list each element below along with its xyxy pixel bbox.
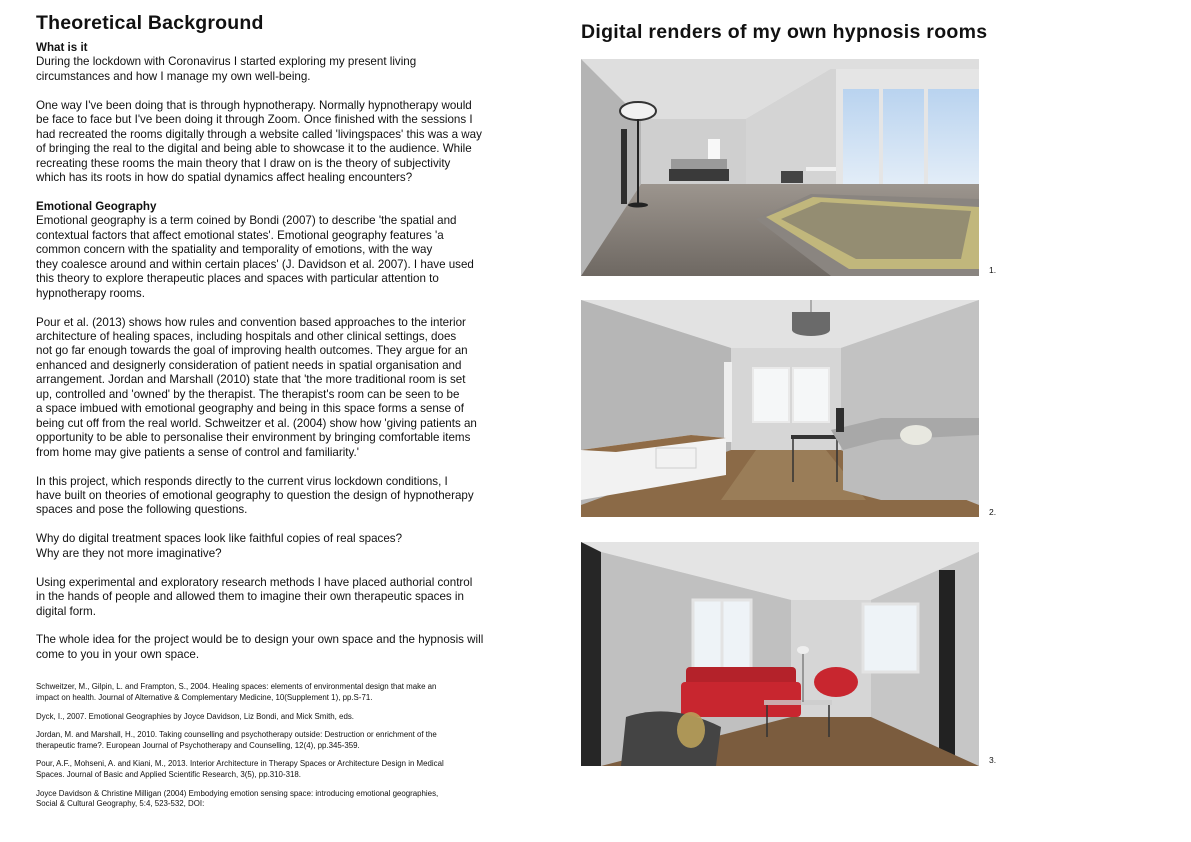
render-2-image: [581, 300, 979, 517]
reference-5: Joyce Davidson & Christine Milligan (2004) Embodying emotion sensing space: introducing emotional geographies, Social & Cultural Geography, 5:4, 523-532, DOI:: [36, 788, 439, 809]
emotional-geography-heading: Emotional Geography: [36, 199, 157, 213]
paragraph-1: During the lockdown with Coronavirus I started exploring my present living circumstances and how I manage my own well-being.: [36, 55, 417, 83]
renders-title: Digital renders of my own hypnosis rooms: [581, 21, 988, 43]
body-text: [36, 41, 526, 662]
reference-2: Dyck, I., 2007. Emotional Geographies by Joyce Davidson, Liz Bondi, and Mick Smith, eds.: [36, 711, 354, 721]
paragraph-8: The whole idea for the project would be to design your own space and the hypnosis will come to you in your own space.: [36, 633, 484, 661]
render-1-number: 1.: [989, 265, 997, 275]
render-2-illustration: [581, 300, 979, 517]
paragraph-3: Emotional geography is a term coined by Bondi (2007) to describe 'the spatial and contextual factors that affect emotional states'. Emotional geography features 'a common concern with the spatiality and temporality of emotions, with the way they coalesce around and within certain places' (J. Davidson et al. 2007). I have used this theory to explore therapeutic places and spaces with particular attention to hypnotherapy rooms.: [36, 214, 474, 300]
reference-1: Schweitzer, M., Gilpin, L. and Frampton, S., 2004. Healing spaces: elements of environmental design that make an impact on health. Journal of Alternative & Complementary Medicine, 10(Supplement 1), pp.S-71.: [36, 682, 437, 702]
paragraph-5: In this project, which responds directly to the current virus lockdown conditions, I have built on theories of emotional geography to question the design of hypnotherapy spaces and pose the following questions.: [36, 474, 474, 517]
render-2-number: 2.: [989, 507, 997, 517]
reference-4: Pour, A.F., Mohseni, A. and Kiani, M., 2013. Interior Architecture in Therapy Spaces or Architecture Design in Medical Spaces. Journal of Basic and Applied Scientific Research, 3(5), pp.310-318.: [36, 759, 444, 779]
render-1-image: [581, 59, 979, 276]
reference-3: Jordan, M. and Marshall, H., 2010. Taking counselling and psychotherapy outside: Destruction or enrichment of the therapeutic frame?. European Journal of Psychotherapy and Counselling, 12(4), pp.345-359.: [36, 730, 437, 750]
references: [36, 682, 526, 809]
page-title: Theoretical Background: [36, 12, 264, 34]
paragraph-2: One way I've been doing that is through hypnotherapy. Normally hypnotherapy would be face to face but I've been doing it through Zoom. Once finished with the sessions I had recreated the rooms digitally through a website called 'livingspaces' this was a way of bringing the real to the digital and being able to showcase it to the audience. While recreating these rooms the main theory that I draw on is the theory of subjectivity which has its roots in how do spatial dynamics affect healing encounters?: [36, 98, 482, 185]
paragraph-4: Pour et al. (2013) shows how rules and convention based approaches to the interior architecture of healing spaces, including hospitals and other clinical settings, does not go far enough towards the goal of improving health outcomes. They argue for an enhanced and designerly consideration of patient needs in spatial organisation and arrangement. Jordan and Marshall (2010) state that 'the more traditional room is set up, controlled and 'owned' by the therapist. The therapist's room can be seen to be a space imbued with emotional geography and being in this space forms a sense of being cut off from the real world. Schweitzer et al. (2004) show how 'giving patients an opportunity to be able to personalise their environment by bringing comfortable items from home may give patients a sense of control and familiarity.': [36, 315, 477, 459]
what-heading: What is it: [36, 41, 88, 54]
theory-column: [36, 11, 526, 818]
render-3-image: [581, 542, 979, 766]
render-1-illustration: [581, 59, 979, 276]
render-3-illustration: [581, 542, 979, 766]
render-3-number: 3.: [989, 755, 997, 765]
paragraph-7: Using experimental and exploratory research methods I have placed authorial control in the hands of people and allowed them to imagine their own therapeutic spaces in digital form.: [36, 575, 473, 618]
paragraph-6: Why do digital treatment spaces look like faithful copies of real spaces? Why are they not more imaginative?: [36, 532, 403, 560]
